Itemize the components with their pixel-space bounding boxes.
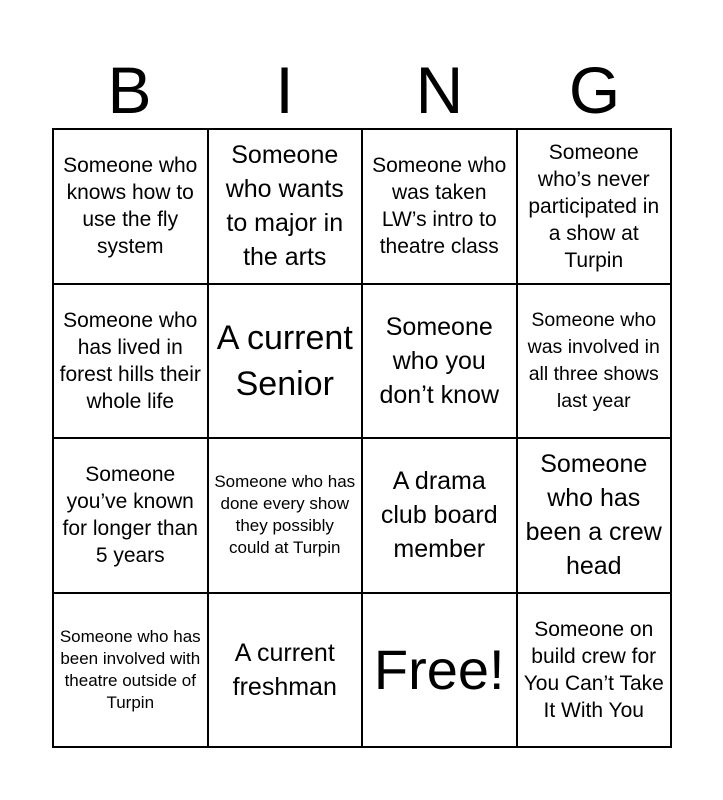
cell-text: Someone who was taken LW’s intro to theatre class [372, 154, 507, 259]
bingo-grid [52, 128, 672, 748]
bingo-cell-3-2[interactable] [208, 438, 363, 593]
bingo-cell-1-3[interactable] [362, 129, 517, 284]
cell-text: Free! [373, 637, 505, 701]
cell-text: Someone who has done every show they possibly could at Turpin [214, 472, 356, 558]
header-letter-b: B [107, 53, 152, 127]
bingo-cell-3-1[interactable] [53, 438, 208, 593]
header-letter-n: N [415, 53, 464, 127]
cell-text: A current freshman [232, 638, 337, 701]
cell-text: Someone who wants to major in the arts [225, 141, 344, 272]
bingo-cell-4-1[interactable] [53, 593, 208, 748]
bingo-cell-1-4[interactable] [517, 129, 672, 284]
cell-text: Someone who’s never participated in a show at Turpin [528, 140, 660, 272]
bingo-cell-1-2[interactable] [208, 129, 363, 284]
bingo-cell-2-3[interactable] [362, 284, 517, 439]
cell-text: Someone who was involved in all three shows last year [527, 308, 660, 412]
bingo-header [52, 52, 672, 128]
cell-text: A drama club board member [380, 467, 498, 564]
bingo-cell-3-4[interactable] [517, 438, 672, 593]
cell-text: Someone who has lived in forest hills their whole life [59, 308, 201, 413]
bingo-cell-2-1[interactable] [53, 284, 208, 439]
bingo-cell-4-4[interactable] [517, 593, 672, 748]
bingo-cell-3-3[interactable] [362, 438, 517, 593]
bingo-cell-4-2[interactable] [208, 593, 363, 748]
bingo-cell-1-1[interactable] [53, 129, 208, 284]
header-letter-i: I [275, 53, 294, 127]
cell-text: Someone who has been involved with theatre outside of Turpin [59, 626, 201, 712]
cell-text: Someone on build crew for You Can’t Take It With You [523, 617, 664, 722]
cell-text: Someone who has been a crew head [525, 450, 662, 581]
cell-text: A current Senior [216, 318, 353, 403]
bingo-cell-2-4[interactable] [517, 284, 672, 439]
bingo-cell-2-2[interactable] [208, 284, 363, 439]
cell-text: Someone who knows how to use the fly system [63, 154, 198, 259]
bingo-cell-free[interactable] [362, 593, 517, 748]
header-letter-g: G [568, 53, 621, 127]
cell-text: Someone you’ve known for longer than 5 years [62, 463, 198, 568]
cell-text: Someone who you don’t know [379, 312, 500, 409]
